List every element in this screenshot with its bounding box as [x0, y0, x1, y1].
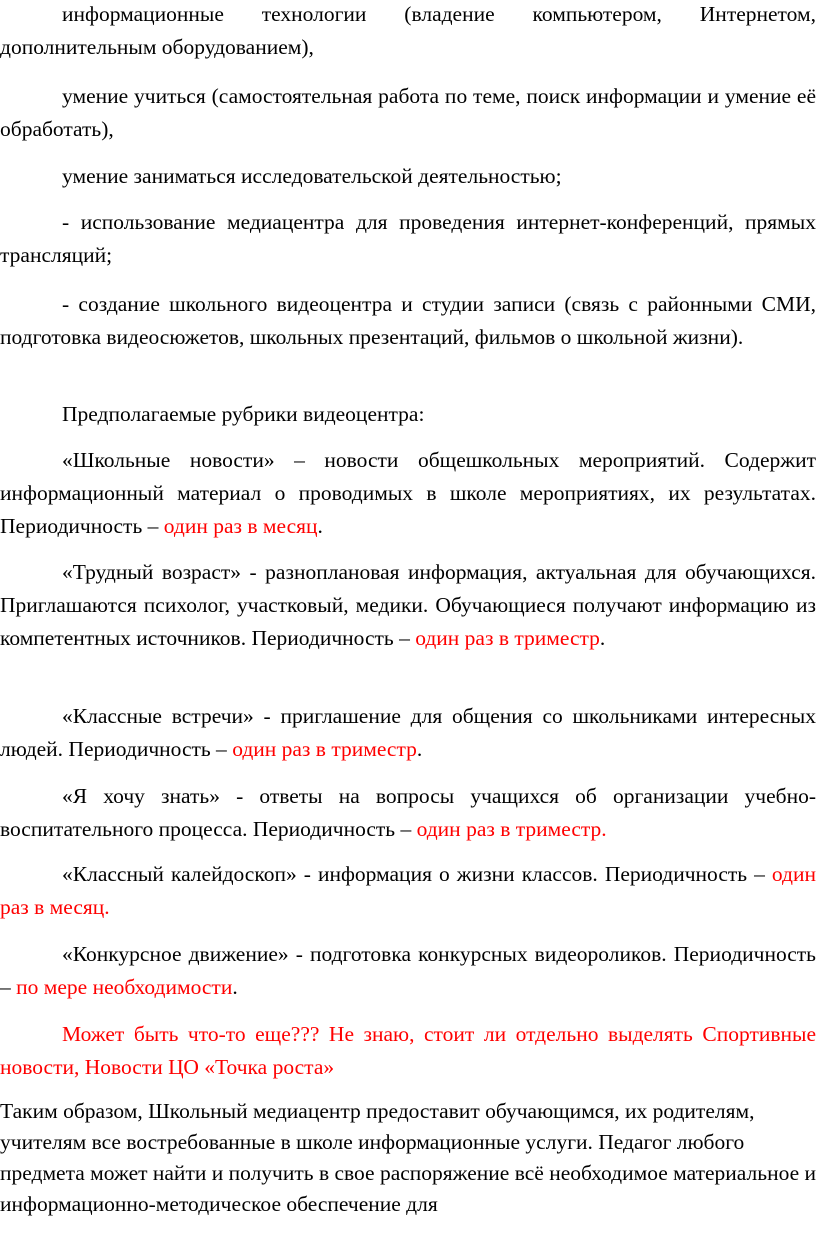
paragraph-kaleidoscope: [0, 858, 816, 924]
paragraph-difficult-age: [0, 556, 816, 655]
paragraph-contest: [0, 938, 816, 1004]
school-news-periodicity: один раз в месяц: [163, 514, 318, 538]
paragraph-conclusion: Таким образом, Школьный медиацентр предоставит обучающимся, их родителям, учителям все востребованные в школе информационные услуги. Педагог любого предмета может найти и получить в свое распоряжение всё необходимое материальное и информационно-методическое обеспечение для: [0, 1099, 816, 1216]
kaleidoscope-periodicity: один раз в месяц.: [0, 862, 816, 919]
paragraph-school-news: [0, 444, 816, 543]
kaleidoscope-text: «Классный калейдоскоп» - информация о жизни классов. Периодичность –: [62, 862, 772, 886]
class-meetings-text: «Классные встречи» - приглашение для общения со школьниками интересных людей. Периодичность –: [0, 704, 816, 761]
paragraph-author-note: Может быть что-то еще??? Не знаю, стоит ли отдельно выделять Спортивные новости, Новости ЦО «Точка роста»: [0, 1022, 816, 1079]
paragraph-rubrics-heading: Предполагаемые рубрики видеоцентра:: [62, 402, 425, 426]
paragraph-class-meetings: [0, 700, 816, 766]
contest-periodicity: по мере необходимости: [16, 975, 233, 999]
contest-tail: .: [232, 975, 238, 999]
want-to-know-periodicity: один раз в триместр.: [416, 817, 607, 841]
difficult-age-text: «Трудный возраст» - разноплановая информация, актуальная для обучающихся. Приглашаются психолог, участковый, медики. Обучающиеся получают информацию из компетентных источников. Периодичность –: [0, 560, 816, 650]
difficult-age-tail: .: [599, 626, 606, 650]
school-news-text: «Школьные новости» – новости общешкольных мероприятий. Содержит информационный материал о проводимых в школе мероприятиях, их результатах. Периодичность –: [0, 448, 816, 538]
school-news-tail: .: [317, 514, 323, 538]
paragraph-mediacenter-use: - использование медиацентра для проведения интернет-конференций, прямых трансляций;: [0, 210, 816, 267]
paragraph-it-skills: информационные технологии (владение компьютером, Интернетом, дополнительным оборудованием),: [0, 2, 816, 59]
class-meetings-tail: .: [416, 737, 423, 761]
contest-text: «Конкурсное движение» - подготовка конкурсных видеороликов. Периодичность –: [0, 942, 816, 999]
paragraph-want-to-know: [0, 780, 816, 846]
paragraph-learning-skills: умение учиться (самостоятельная работа по теме, поиск информации и умение её обработать),: [0, 84, 816, 141]
want-to-know-text: «Я хочу знать» - ответы на вопросы учащихся об организации учебно-воспитательного процесса. Периодичность –: [0, 784, 816, 841]
paragraph-research-skills: умение заниматься исследовательской деятельностью;: [62, 164, 562, 188]
paragraph-video-studio: - создание школьного видеоцентра и студии записи (связь с районными СМИ, подготовка видеосюжетов, школьных презентаций, фильмов о школьной жизни).: [0, 292, 816, 349]
difficult-age-periodicity: один раз в триместр: [415, 626, 600, 650]
class-meetings-periodicity: один раз в триместр: [232, 737, 417, 761]
